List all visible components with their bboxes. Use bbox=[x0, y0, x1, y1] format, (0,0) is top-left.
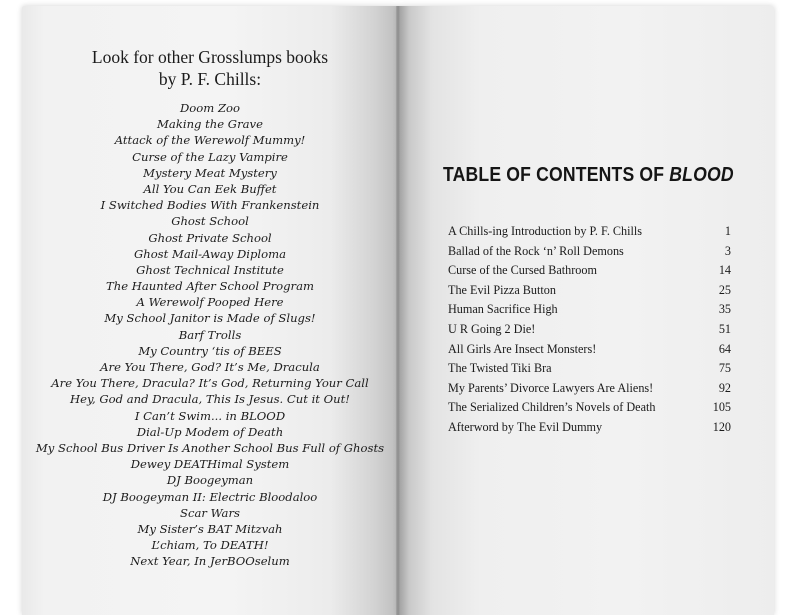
toc-entry bbox=[448, 300, 731, 320]
book-title: A Werewolf Pooped Here bbox=[136, 295, 284, 310]
book-title: Attack of the Werewolf Mummy! bbox=[114, 133, 306, 148]
book-title: All You Can Eek Buffet bbox=[143, 181, 277, 196]
toc-list bbox=[448, 222, 731, 438]
toc-entry-title: A Chills-ing Introduction by P. F. Chills bbox=[448, 224, 643, 238]
toc-entry-page-number: 64 bbox=[718, 341, 731, 356]
book-title: Ghost Private School bbox=[148, 230, 272, 245]
toc-title-prefix: TABLE OF CONTENTS OF bbox=[443, 164, 670, 186]
toc-entry-page-number: 3 bbox=[724, 243, 731, 258]
book-title: DJ Boogeyman II: Electric Bloodaloo bbox=[102, 489, 318, 504]
book-title: Scar Wars bbox=[180, 505, 240, 520]
toc-entry-page-number: 25 bbox=[718, 282, 731, 297]
toc-entry bbox=[448, 398, 731, 418]
book-title: My Country ‘tis of BEES bbox=[138, 343, 282, 358]
book-title: My School Janitor is Made of Slugs! bbox=[104, 311, 316, 326]
toc-entry-title: The Twisted Tiki Bra bbox=[448, 361, 552, 376]
toc-title-emphasis: BLOOD bbox=[669, 164, 734, 186]
book-title: Dewey DEATHimal System bbox=[130, 457, 290, 472]
toc-entry-title: My Parents’ Divorce Lawyers Are Aliens! bbox=[448, 380, 654, 395]
toc-entry-page-number: 51 bbox=[718, 321, 731, 336]
toc-entry bbox=[448, 340, 731, 360]
book-title: Are You There, Dracula? It’s God, Returning Your Call bbox=[51, 376, 369, 391]
book-title: Curse of the Lazy Vampire bbox=[132, 149, 288, 164]
toc-entry-page-number: 75 bbox=[718, 361, 731, 376]
toc-entry bbox=[448, 261, 731, 281]
toc-entry bbox=[448, 281, 731, 301]
book-title: I Can’t Swim... in BLOOD bbox=[134, 408, 286, 423]
book-title: Mystery Meat Mystery bbox=[143, 165, 277, 180]
toc-entry-title: The Evil Pizza Button bbox=[448, 282, 556, 297]
book-title: Barf Trolls bbox=[178, 327, 242, 342]
book-title: Doom Zoo bbox=[180, 101, 240, 115]
toc-entry-title: Afterword by The Evil Dummy bbox=[448, 419, 603, 434]
book-title: I Switched Bodies With Frankenstein bbox=[100, 198, 320, 213]
heading-line-1: Look for other Grosslumps books bbox=[91, 47, 329, 67]
toc-entry-page-number: 105 bbox=[712, 400, 731, 415]
toc-entry-title: The Serialized Children’s Novels of Death bbox=[448, 400, 656, 415]
toc-entry bbox=[448, 379, 731, 399]
book-title: Making the Grave bbox=[157, 117, 263, 132]
book-title: My Sister’s BAT Mitzvah bbox=[137, 521, 283, 536]
toc-entry-page-number: 1 bbox=[724, 224, 731, 238]
left-page-heading bbox=[22, 46, 398, 90]
toc-title bbox=[443, 163, 734, 187]
heading-line-2: by P. F. Chills: bbox=[158, 69, 262, 89]
toc-entry bbox=[448, 320, 731, 340]
book-title: Ghost School bbox=[171, 214, 249, 229]
book-title: L’chiam, To DEATH! bbox=[151, 538, 269, 553]
toc-entry bbox=[448, 242, 731, 262]
books-list bbox=[22, 100, 398, 569]
toc-entry-page-number: 14 bbox=[718, 263, 731, 278]
book-title: Next Year, In JerBOOselum bbox=[130, 554, 290, 569]
book-title: My School Bus Driver Is Another School Bus Full of Ghosts bbox=[35, 440, 385, 455]
toc-entry bbox=[448, 359, 731, 379]
toc-entry-title: Ballad of the Rock ‘n’ Roll Demons bbox=[448, 243, 624, 258]
book-title: The Haunted After School Program bbox=[106, 279, 314, 294]
book-title: DJ Boogeyman bbox=[166, 473, 254, 488]
book-title: Dial-Up Modem of Death bbox=[136, 424, 284, 439]
book-title: Hey, God and Dracula, This Is Jesus. Cut it Out! bbox=[70, 392, 350, 407]
toc-entry-page-number: 92 bbox=[718, 380, 731, 395]
toc-entry-title: U R Going 2 Die! bbox=[448, 321, 536, 336]
toc-entry-page-number: 35 bbox=[718, 302, 731, 317]
toc-entry-title: Human Sacrifice High bbox=[448, 302, 558, 317]
book-title: Ghost Mail-Away Diploma bbox=[133, 246, 287, 261]
book-title: Ghost Technical Institute bbox=[136, 262, 284, 277]
toc-entry-title: Curse of the Cursed Bathroom bbox=[448, 263, 597, 278]
toc-entry-title: All Girls Are Insect Monsters! bbox=[448, 341, 597, 356]
book-title: Are You There, God? It’s Me, Dracula bbox=[100, 360, 320, 374]
toc-entry bbox=[448, 418, 731, 438]
toc-entry-page-number: 120 bbox=[712, 419, 731, 434]
toc-entry bbox=[448, 222, 731, 242]
